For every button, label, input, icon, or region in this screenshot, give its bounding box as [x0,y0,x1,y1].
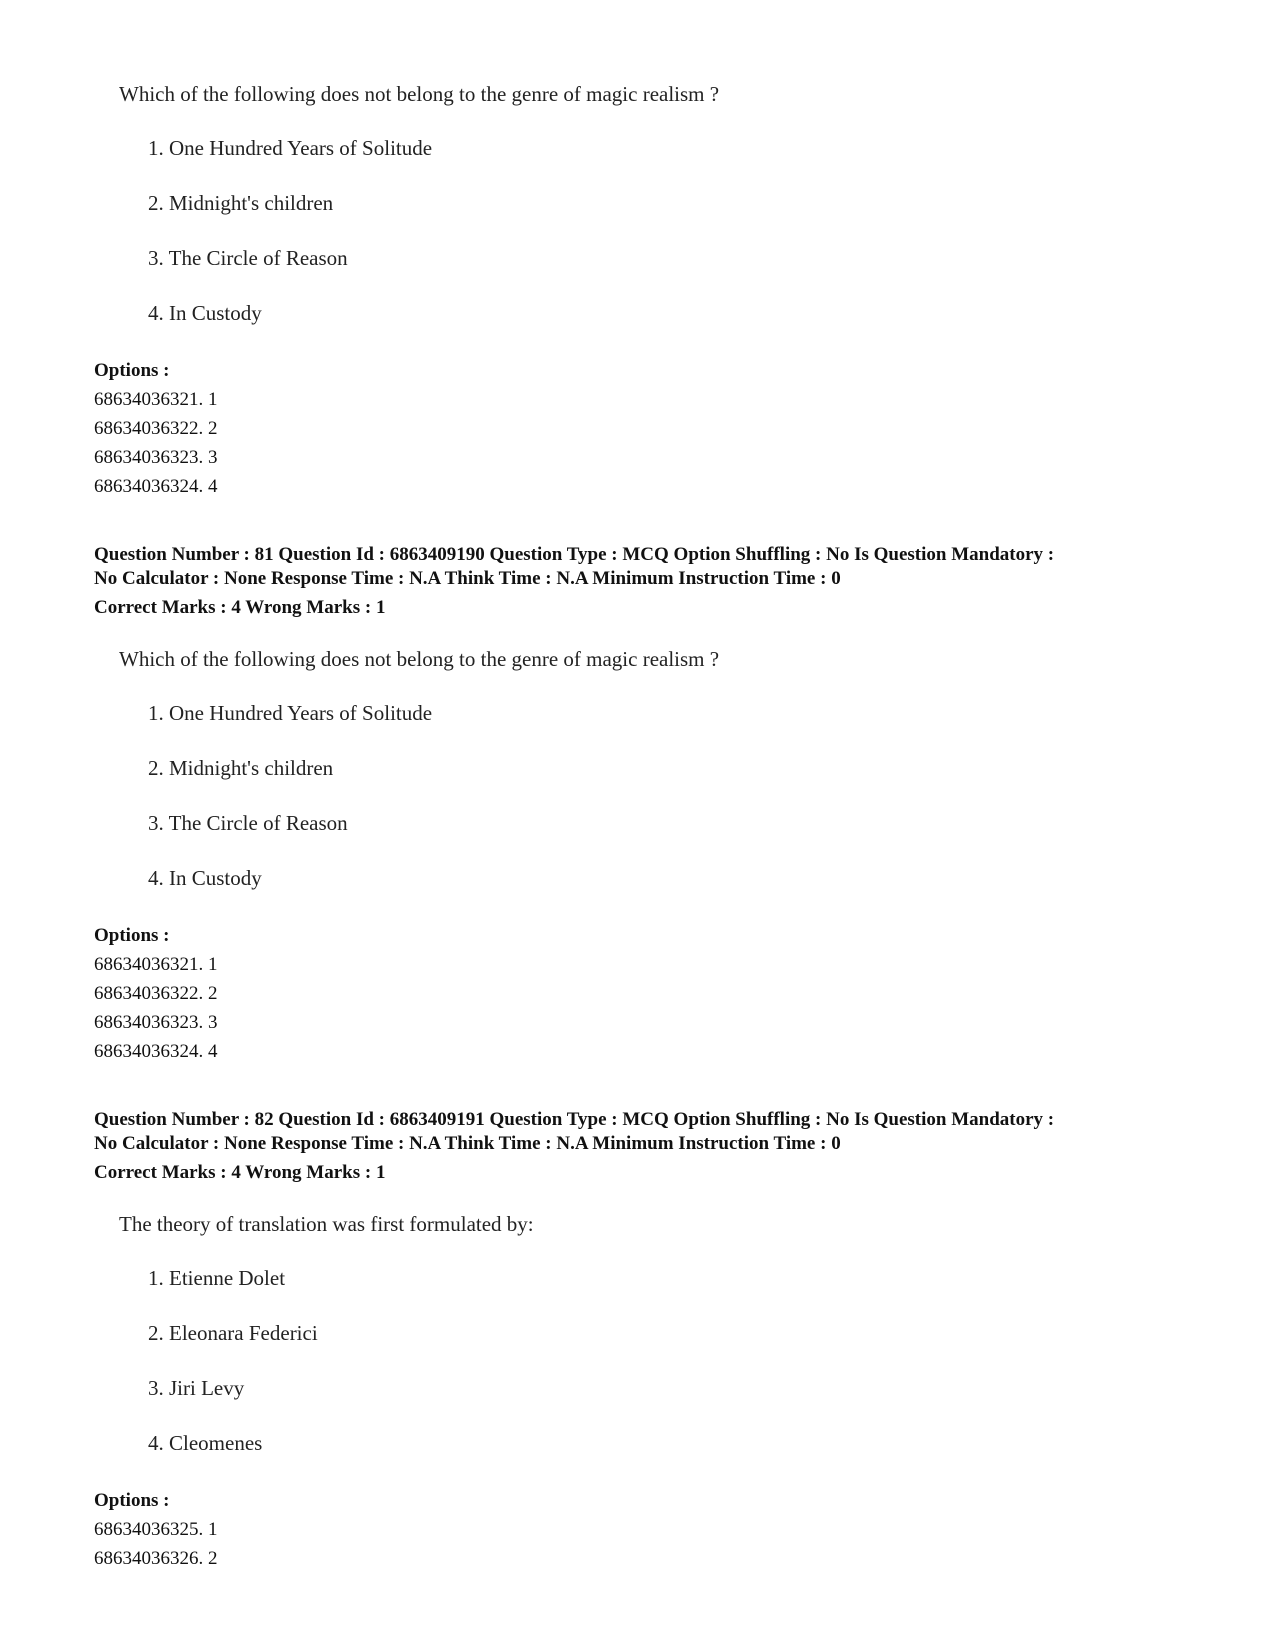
choice-item: 1. Etienne Dolet [148,1266,286,1290]
option-line: 68634036323. 3 [94,1012,218,1033]
marks-line: Correct Marks : 4 Wrong Marks : 1 [94,597,386,618]
choice-item: 2. Midnight's children [148,756,334,780]
question-meta-line: No Calculator : None Response Time : N.A Think Time : N.A Minimum Instruction Time : 0 [94,568,841,589]
choice-item: 3. The Circle of Reason [148,811,348,835]
options-label: Options : [94,1490,170,1511]
choice-item: 2. Eleonara Federici [148,1321,318,1345]
question-meta-line: Question Number : 81 Question Id : 6863409190 Question Type : MCQ Option Shuffling : No Is Question Mandatory : [94,544,1055,565]
option-line: 68634036323. 3 [94,447,218,468]
option-line: 68634036321. 1 [94,389,218,410]
choice-item: 1. One Hundred Years of Solitude [148,136,433,160]
options-label: Options : [94,925,170,946]
option-line: 68634036324. 4 [94,476,218,497]
option-line: 68634036322. 2 [94,418,218,439]
option-line: 68634036321. 1 [94,954,218,975]
choice-item: 4. In Custody [148,301,262,325]
options-label: Options : [94,360,170,381]
marks-line: Correct Marks : 4 Wrong Marks : 1 [94,1162,386,1183]
question-text: Which of the following does not belong to the genre of magic realism ? [119,82,720,106]
question-text: The theory of translation was first formulated by: [119,1212,534,1236]
choice-item: 4. Cleomenes [148,1431,263,1455]
question-meta-line: No Calculator : None Response Time : N.A Think Time : N.A Minimum Instruction Time : 0 [94,1133,841,1154]
choice-item: 4. In Custody [148,866,262,890]
choice-item: 1. One Hundred Years of Solitude [148,701,433,725]
choice-item: 2. Midnight's children [148,191,334,215]
question-meta-line: Question Number : 82 Question Id : 6863409191 Question Type : MCQ Option Shuffling : No Is Question Mandatory : [94,1109,1055,1130]
option-line: 68634036326. 2 [94,1548,218,1569]
option-line: 68634036325. 1 [94,1519,218,1540]
option-line: 68634036322. 2 [94,983,218,1004]
question-text: Which of the following does not belong to the genre of magic realism ? [119,647,720,671]
choice-item: 3. Jiri Levy [148,1376,245,1400]
choice-item: 3. The Circle of Reason [148,246,348,270]
option-line: 68634036324. 4 [94,1041,218,1062]
